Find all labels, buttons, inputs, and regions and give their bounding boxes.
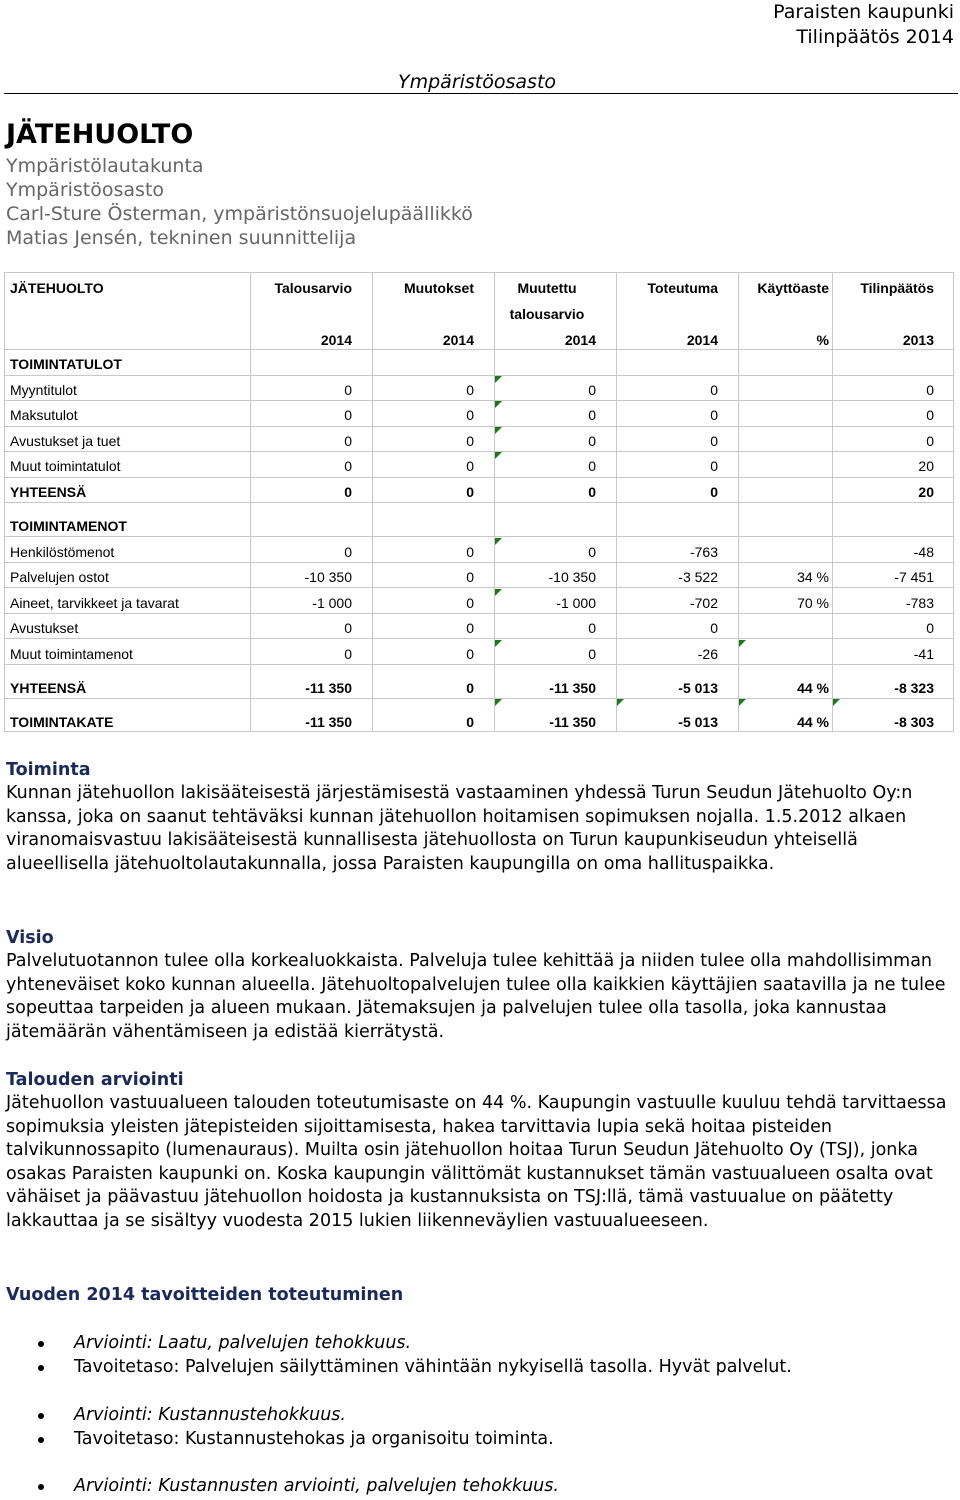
section-heading: Talouden arviointi: [6, 1070, 184, 1090]
cell-value: -41: [913, 646, 934, 662]
comment-marker-icon[interactable]: [495, 589, 502, 596]
cell-value: 0: [344, 433, 352, 449]
table-row: [4, 401, 954, 426]
row-label: Muut toimintatulot: [10, 458, 121, 474]
cell-value: 0: [588, 433, 596, 449]
section-toiminta: [6, 758, 951, 876]
goals-list-1: [38, 1331, 938, 1379]
cell-value: -8 303: [894, 714, 934, 730]
section-label: TOIMINTATULOT: [10, 356, 122, 372]
section-label: TOIMINTAMENOT: [10, 518, 127, 534]
header-cell: Toteutuma: [647, 280, 718, 296]
comment-marker-icon[interactable]: [495, 699, 502, 706]
page-header-right: [773, 0, 954, 50]
cell-value: 0: [466, 382, 474, 398]
cell-value: 0: [710, 458, 718, 474]
section-visio: [6, 926, 951, 1044]
cell-value: -26: [697, 646, 718, 662]
cell-value: 0: [926, 382, 934, 398]
goals-list-3: [38, 1474, 938, 1498]
section-talous: [6, 1068, 951, 1234]
cell-value: -702: [689, 595, 718, 611]
comment-marker-icon[interactable]: [739, 699, 746, 706]
comment-marker-icon[interactable]: [495, 640, 502, 647]
unit-department: Ympäristöosasto: [6, 179, 165, 201]
unit-title: JÄTEHUOLTO: [6, 119, 194, 150]
section-body: Palvelutuotannon tulee olla korkealuokkaista. Palveluja tulee kehittää ja niiden tulee olla mahdollisimman yhteneväiset koko kunnan alueella. Jätehuoltopalvelujen tulee olla kaikkien käyttäjien saatavilla ja ne tulee sopeuttaa tarpeiden ja alueen mukaan. Jätemaksujen ja palvelujen tulee olla tasolla, joka kannustaa jätemäärän vähentämiseen ja edistää kierrätystä.: [6, 951, 946, 1042]
cell-value: 0: [588, 484, 596, 500]
header-cell: Talousarvio: [274, 280, 352, 296]
cell-value: -8 323: [894, 680, 934, 696]
row-label: Muut toimintamenot: [10, 646, 133, 662]
cell-value: -763: [689, 544, 718, 560]
cell-value: 0: [588, 646, 596, 662]
cell-value: 0: [466, 595, 474, 611]
comment-marker-icon[interactable]: [495, 452, 502, 459]
row-label: Avustukset: [10, 620, 79, 636]
cell-value: 0: [588, 544, 596, 560]
cell-value: -5 013: [678, 680, 718, 696]
cell-value: 20: [918, 484, 934, 500]
table-header-row: [4, 300, 954, 326]
cell-value: 70 %: [797, 595, 829, 611]
cell-value: -11 350: [549, 680, 596, 696]
cell-value: 0: [926, 620, 934, 636]
cell-value: 0: [466, 620, 474, 636]
header-cell: 2013: [902, 332, 934, 348]
goals-list-2: [38, 1403, 938, 1451]
unit-info: [6, 154, 473, 250]
cell-value: 0: [344, 484, 352, 500]
table-row: [4, 427, 954, 452]
department-name: Ympäristöosasto: [398, 71, 557, 93]
cell-value: [742, 427, 829, 452]
city-name: Paraisten kaupunki: [773, 1, 954, 23]
cell-value: 0: [710, 407, 718, 423]
header-cell: Käyttöaste: [757, 280, 829, 296]
section-heading: Vuoden 2014 tavoitteiden toteutuminen: [6, 1285, 404, 1305]
cell-value: 0: [466, 569, 474, 585]
comment-marker-icon[interactable]: [495, 538, 502, 545]
comment-marker-icon[interactable]: [617, 699, 624, 706]
cell-value: -7 451: [894, 569, 934, 585]
cell-value: -5 013: [678, 714, 718, 730]
table-row: [4, 640, 954, 665]
table-header-row: [4, 274, 954, 300]
row-label: YHTEENSÄ: [10, 484, 87, 500]
cell-value: -10 350: [548, 569, 596, 585]
list-item: Arviointi: Kustannusten arviointi, palvelujen tehokkuus.: [38, 1474, 938, 1498]
cell-value: [742, 452, 829, 477]
cell-value: [742, 640, 829, 665]
cell-value: 0: [926, 433, 934, 449]
cell-value: 0: [466, 407, 474, 423]
cell-value: 0: [588, 407, 596, 423]
row-label: TOIMINTAKATE: [10, 714, 114, 730]
header-cell: JÄTEHUOLTO: [10, 280, 104, 296]
cell-value: -11 350: [549, 714, 596, 730]
cell-value: 0: [466, 544, 474, 560]
comment-marker-icon[interactable]: [495, 401, 502, 408]
header-cell: talousarvio: [509, 306, 585, 322]
section-body: Kunnan jätehuollon lakisääteisestä järjestämisestä vastaaminen yhdessä Turun Seudun Jätehuolto Oy:n kanssa, joka on saanut tehtäväksi kunnan jätehuollon hoitamisen sopimuksen nojalla. 1.5.2012 alkaen viranomaisvastuu lakisääteisestä kunnallisesta jätehuollosta on Turun kaupunkiseudun yhteisellä alueellisella jätehuoltolautakunnalla, jossa Paraisten kaupungilla on oma hallituspaikka.: [6, 783, 913, 874]
section-heading: Visio: [6, 928, 54, 948]
cell-value: 0: [710, 433, 718, 449]
row-label: Myyntitulot: [10, 382, 77, 398]
cell-value: [742, 538, 829, 563]
cell-value: -48: [913, 544, 934, 560]
comment-marker-icon[interactable]: [495, 376, 502, 383]
cell-value: 0: [466, 458, 474, 474]
cell-value: 0: [710, 382, 718, 398]
table-row: [4, 614, 954, 639]
section-heading: Toiminta: [6, 760, 91, 780]
header-cell: Muutettu: [517, 280, 577, 296]
table-row: [4, 563, 954, 588]
header-cell: 2014: [320, 332, 352, 348]
section-body: Jätehuollon vastuualueen talouden toteutumisaste on 44 %. Kaupungin vastuulle kuuluu tehdä tarvittaessa sopimuksia yleisten jätepisteiden sijoittamisesta, hakea tarvittavia lupia sekä hoitaa pisteiden talvikunnossapito (lumenauraus). Muilta osin jätehuollon hoitaa Turun Seudun Jätehuolto Oy (TSJ), jonka osakas Paraisten kaupunki on. Koska kaupungin välittömät kustannukset tämän vastuualueen osalta ovat vähäiset ja päävastuu jätehuollon hoidosta ja kustannuksista on TSJ:llä, tämä vastuualue on päätetty lakkauttaa ja se sisältyy vuodesta 2015 lukien liikenneväylien vastuualueeseen.: [6, 1093, 947, 1231]
list-item: Tavoitetaso: Kustannustehokas ja organisoitu toiminta.: [38, 1427, 938, 1451]
comment-marker-icon[interactable]: [495, 427, 502, 434]
cell-value: 0: [588, 620, 596, 636]
header-cell: 2014: [564, 332, 596, 348]
table-row: [4, 538, 954, 563]
cell-value: 0: [588, 382, 596, 398]
table-section-row: [4, 512, 954, 537]
unit-contact: Matias Jensén, tekninen suunnittelija: [6, 227, 357, 249]
comment-marker-icon[interactable]: [739, 640, 746, 647]
cell-value: 0: [466, 714, 474, 730]
cell-value: 0: [466, 680, 474, 696]
cell-value: 0: [344, 620, 352, 636]
list-item: Arviointi: Kustannustehokkuus.: [38, 1403, 938, 1427]
unit-responsible: Carl-Sture Österman, ympäristönsuojelupäällikkö: [6, 203, 473, 225]
row-label: Henkilöstömenot: [10, 544, 115, 560]
table-row: [4, 376, 954, 401]
header-cell: Tilinpäätös: [860, 280, 934, 296]
cell-value: 44 %: [797, 680, 829, 696]
cell-value: -1 000: [556, 595, 596, 611]
table-row: [4, 589, 954, 614]
list-item: Arviointi: Laatu, palvelujen tehokkuus.: [38, 1331, 938, 1355]
cell-value: 0: [344, 382, 352, 398]
cell-value: [742, 614, 829, 639]
header-cell: Muutokset: [404, 280, 474, 296]
cell-value: [742, 478, 829, 503]
cell-value: -11 350: [305, 714, 352, 730]
cell-value: 0: [344, 646, 352, 662]
cell-value: 0: [710, 484, 718, 500]
row-label: Palvelujen ostot: [10, 569, 109, 585]
cell-value: -11 350: [305, 680, 352, 696]
cell-value: [742, 376, 829, 401]
table-margin-row: [4, 708, 954, 733]
table-total-row: [4, 674, 954, 699]
cell-value: 0: [466, 484, 474, 500]
cell-value: -783: [905, 595, 934, 611]
header-cell: 2014: [686, 332, 718, 348]
table-section-row: [4, 350, 954, 375]
cell-value: 0: [588, 458, 596, 474]
cell-value: 0: [926, 407, 934, 423]
cell-value: 44 %: [797, 714, 829, 730]
cell-value: 0: [344, 407, 352, 423]
cell-value: -10 350: [304, 569, 352, 585]
unit-board: Ympäristölautakunta: [6, 155, 204, 177]
row-label: Aineet, tarvikkeet ja tavarat: [10, 595, 179, 611]
cell-value: -1 000: [312, 595, 352, 611]
header-divider: [4, 93, 958, 94]
row-label: Avustukset ja tuet: [10, 433, 121, 449]
report-name: Tilinpäätös 2014: [796, 26, 954, 48]
table-row: [4, 452, 954, 477]
table-total-row: [4, 478, 954, 503]
table-header-row: [4, 326, 954, 350]
header-cell: 2014: [442, 332, 474, 348]
cell-value: 0: [344, 544, 352, 560]
header-cell: %: [816, 332, 829, 348]
list-item: Tavoitetaso: Palvelujen säilyttäminen vähintään nykyisellä tasolla. Hyvät palvelut.: [38, 1355, 938, 1379]
cell-value: 0: [466, 433, 474, 449]
row-label: YHTEENSÄ: [10, 680, 87, 696]
section-tavoitteet: [6, 1283, 951, 1307]
cell-value: [742, 401, 829, 426]
cell-value: 20: [918, 458, 934, 474]
cell-value: 34 %: [797, 569, 829, 585]
row-label: Maksutulot: [10, 407, 78, 423]
cell-value: 0: [710, 620, 718, 636]
cell-value: -3 522: [678, 569, 718, 585]
comment-marker-icon[interactable]: [833, 699, 840, 706]
cell-value: 0: [344, 458, 352, 474]
cell-value: 0: [466, 646, 474, 662]
